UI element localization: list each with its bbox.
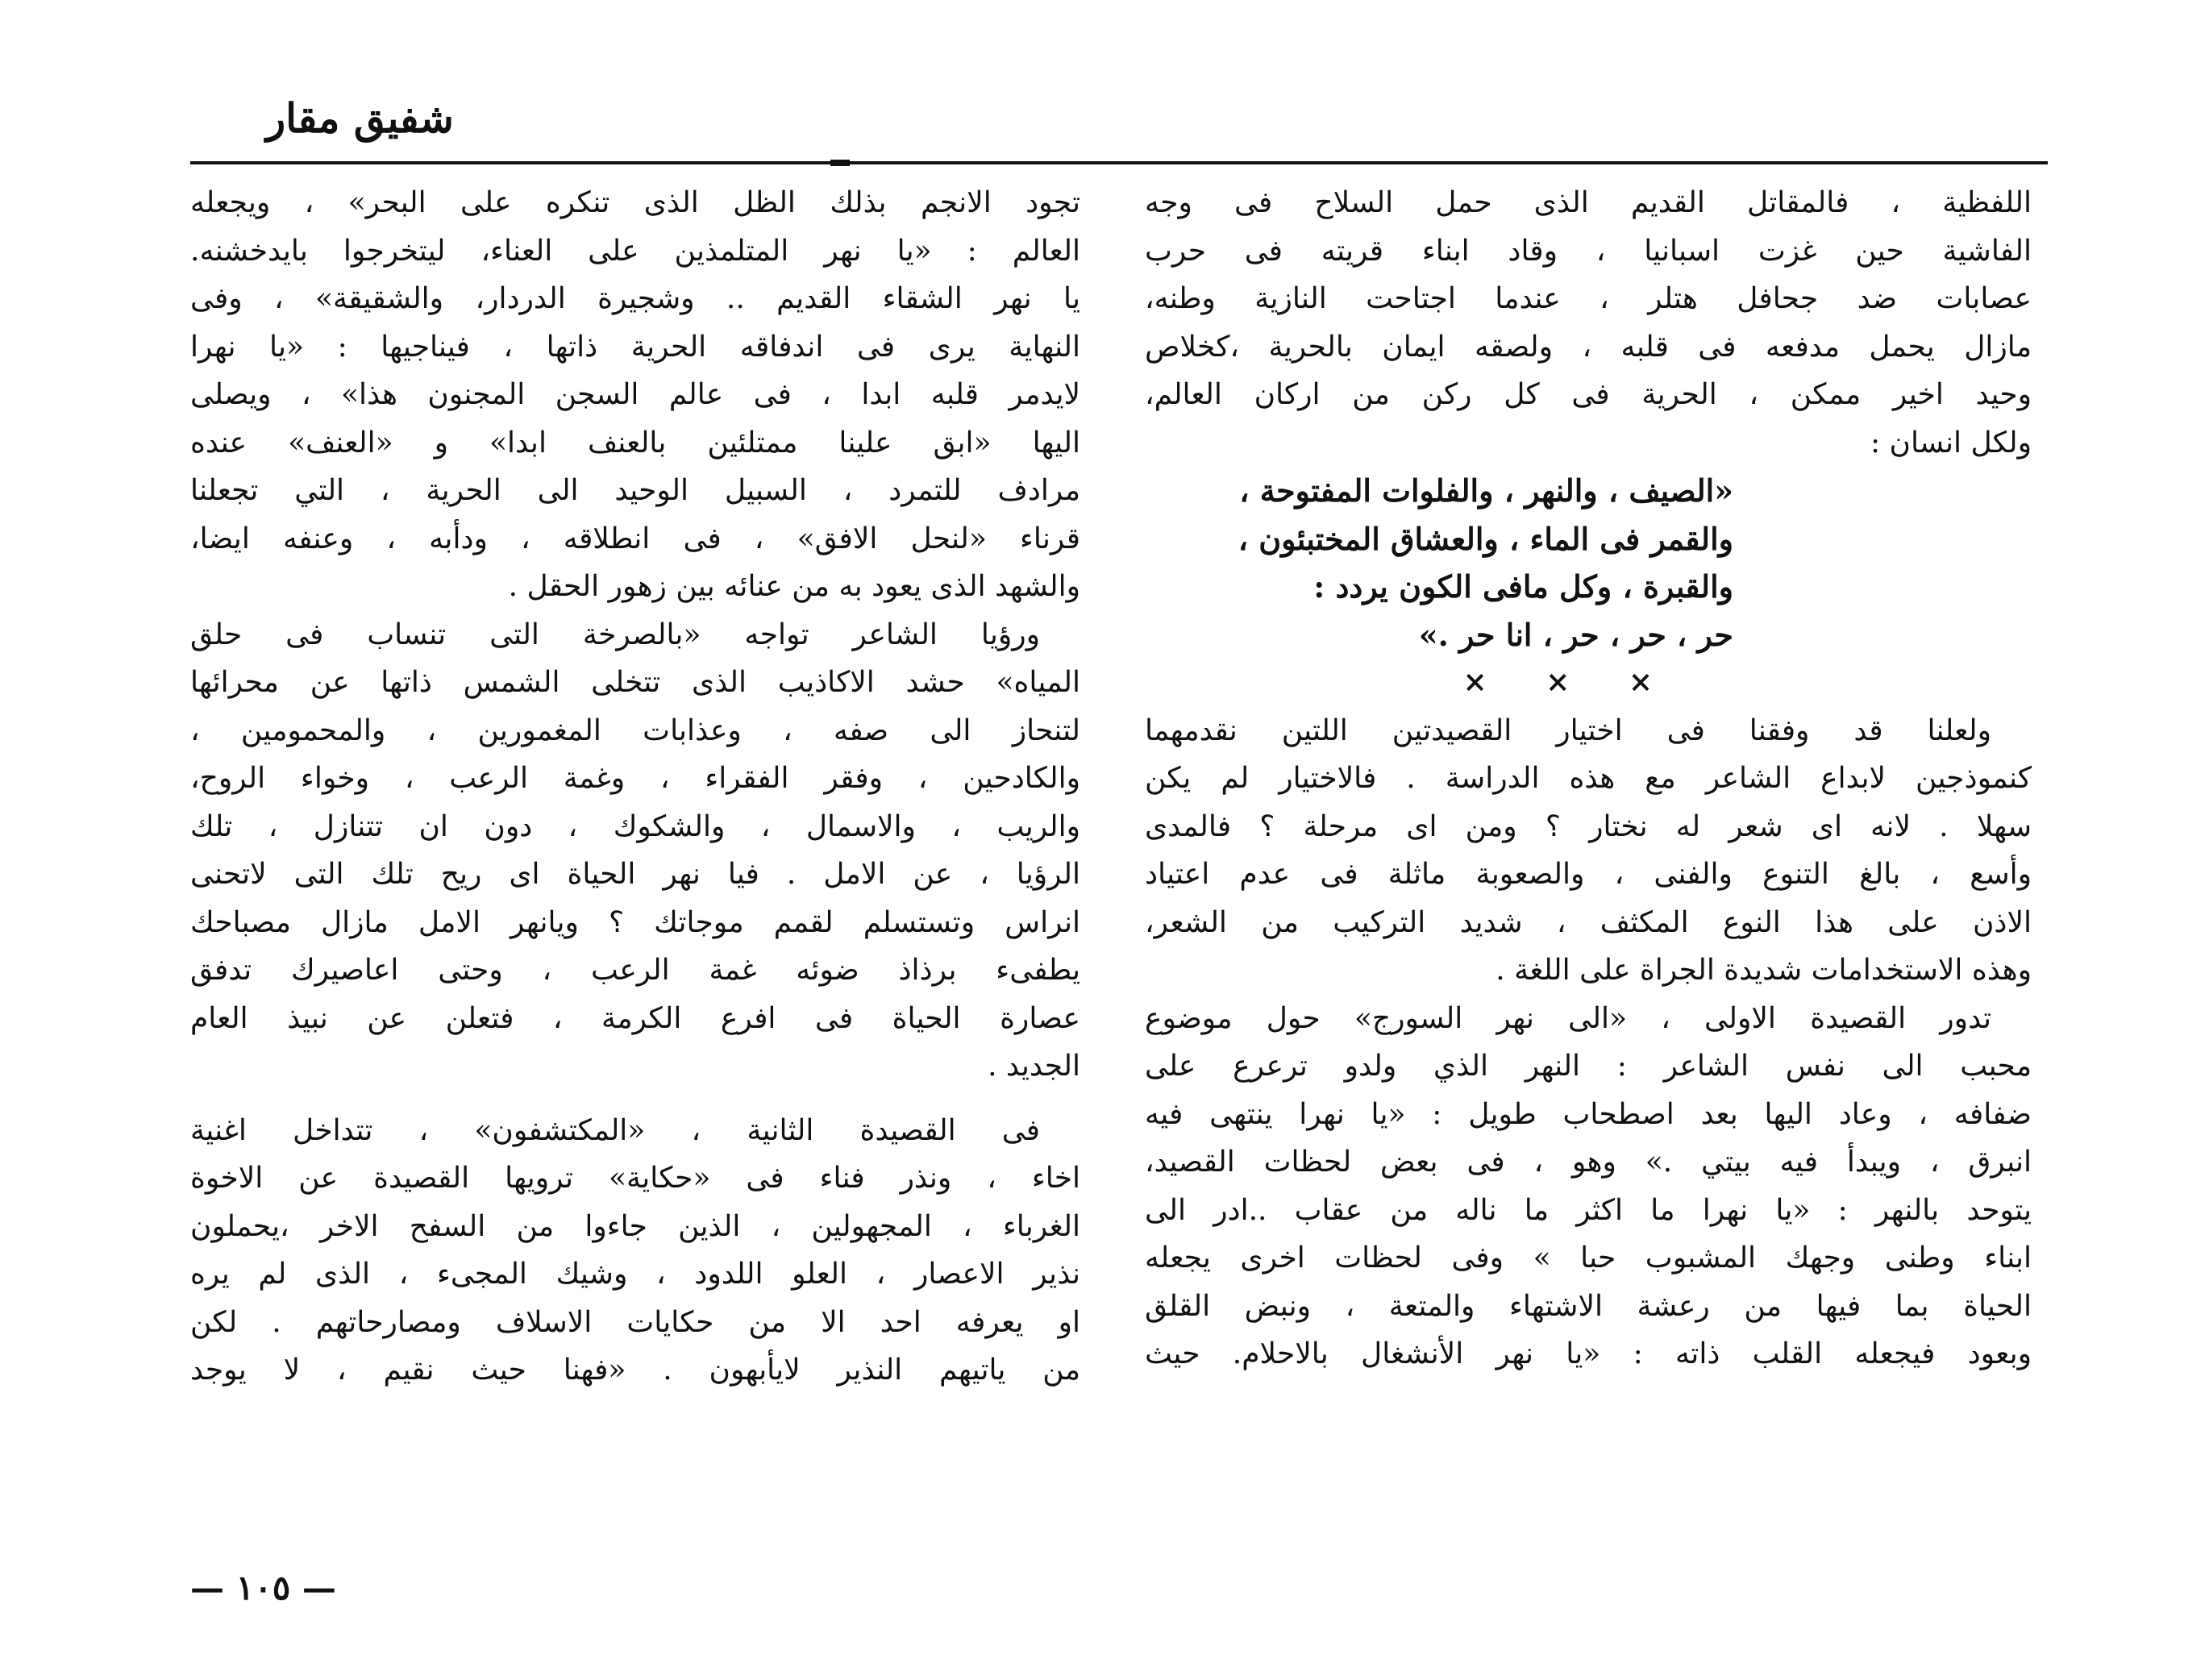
poem-line: والقمر فى الماء ، والعشاق المختبئون ،: [1238, 520, 1733, 557]
text-line: الرؤيا ، عن الامل . فيا نهر الحياة اى ريح تلك التى لاتحنى: [190, 858, 1080, 891]
text-line: ولكل انسان :: [1870, 426, 2032, 460]
text-line: الغرباء ، المجهولين ، الذين جاءوا من السفح الاخر ،يحملون: [190, 1209, 1080, 1243]
text-line: مرادف للتمرد ، السبيل الوحيد الى الحرية ، التي تجعلنا: [190, 474, 1080, 507]
section-separator: × × ×: [1462, 665, 1677, 699]
header-rule-left: [190, 161, 835, 164]
right-text-column: [1145, 179, 2032, 1501]
text-line: محبب الى نفس الشاعر : النهر الذي ولدو ترعرع على: [1145, 1050, 2032, 1083]
text-line: من ياتيهم النذير لايأبهون . «فهنا حيث نقيم ، لا يوجد: [190, 1354, 1080, 1387]
header-rule-right: [838, 161, 2048, 164]
text-line: عصابات ضد جحافل هتلر ، عندما اجتاحت النازية وطنه،: [1145, 282, 2032, 315]
text-line: اخاء ، ونذر فناء فى «حكاية» ترويها القصيدة عن الاخوة: [190, 1162, 1080, 1195]
text-line: وبعود فيجعله القلب ذاته : «يا نهر الأنشغال بالاحلام. حيث: [1145, 1337, 2032, 1370]
text-line: يا نهر الشقاء القديم .. وشجيرة الدردار، والشقيقة» ، وفى: [190, 282, 1080, 315]
text-line: اللفظية ، فالمقاتل القديم الذى حمل السلاح فى وجه: [1145, 186, 2032, 219]
text-line: المياه» حشد الاكاذيب الذى تتخلى الشمس ذاتها عن محرائها: [190, 666, 1080, 699]
text-line: ابناء وطنى وجهك المشبوب حبا » وفى لحظات اخرى يجعله: [1145, 1241, 2032, 1275]
text-line: وحيد اخير ممكن ، الحرية فى كل ركن من اركان العالم،: [1145, 378, 2032, 411]
text-line: الفاشية حين غزت اسبانيا ، وقاد ابناء قريته فى حرب: [1145, 234, 2032, 268]
text-line: والريب ، والاسمال ، والشكوك ، دون ان تتنازل ، تلك: [190, 809, 1080, 843]
text-line: قرناء «لنحل الافق» ، فى انطلاقه ، ودأبه ، وعنفه ايضا،: [190, 522, 1080, 555]
text-line: والكادحين ، وفقر الفقراء ، وغمة الرعب ، وخواء الروح،: [190, 762, 1080, 795]
text-line: العالم : «يا نهر المتلمذين على العناء، ليتخرجوا بايدخشنه.: [190, 234, 1080, 268]
text-line: انبرق ، ويبدأ فيه بيتي .» وهو ، فى بعض لحظات القصيد،: [1145, 1146, 2032, 1179]
text-line: يطفىء برذاذ ضوئه غمة الرعب ، وحتى اعاصيرك تدفق: [190, 954, 1080, 987]
poem-line: «الصيف ، والنهر ، والفلوات المفتوحة ،: [1239, 472, 1733, 509]
text-line: سهلا . لانه اى شعر له نختار ؟ ومن اى مرحلة ؟ فالمدى: [1145, 809, 2032, 843]
text-line: ولعلنا قد وفقنا فى اختيار القصيدتين اللتين نقدمهما: [1145, 713, 1991, 747]
text-line: تجود الانجم بذلك الظل الذى تنكره على البحر» ، ويجعله: [190, 186, 1080, 219]
text-line: يتوحد بالنهر : «يا نهرا ما اكثر ما ناله من عقاب ..ادر الى: [1145, 1193, 2032, 1227]
text-line: الجديد .: [988, 1050, 1080, 1083]
text-line: لتنحاز الى صفه ، وعذابات المغمورين ، والمحمومين ،: [190, 713, 1080, 747]
text-line: انراس وتستسلم لقمم موجاتك ؟ ويانهر الامل مازال مصباحك: [190, 905, 1080, 939]
poem-line: والقبرة ، وكل مافى الكون يردد :: [1313, 568, 1733, 605]
text-line: الاذن على هذا النوع المكثف ، شديد التركيب من الشعر،: [1145, 905, 2032, 939]
paragraph-gap: [190, 1091, 1080, 1107]
text-line: فى القصيدة الثانية ، «المكتشفون» ، تتداخل اغنية: [190, 1113, 1040, 1147]
text-line: الحياة بما فيها من رعشة الاشتهاء والمتعة ، ونبض القلق: [1145, 1289, 2032, 1323]
text-line: وأسع ، بالغ التنوع والفنى ، والصعوبة ماثلة فى عدم اعتياد: [1145, 858, 2032, 891]
page-number: — ١٠٥ —: [190, 1568, 336, 1607]
text-line: ضفافه ، وعاد اليها بعد اصطحاب طويل : «يا نهرا ينتهى فيه: [1145, 1097, 2032, 1131]
text-line: كنموذجين لابداع الشاعر مع هذه الدراسة . فالاختيار لم يكن: [1145, 762, 2032, 795]
text-line: اليها «ابق علينا ممتلئين بالعنف ابدا» و «العنف» عنده: [190, 426, 1080, 460]
text-line: ورؤيا الشاعر تواجه «بالصرخة التى تنساب فى حلق: [190, 618, 1040, 651]
text-line: وهذه الاستخدامات شديدة الجراة على اللغة .: [1496, 954, 2032, 987]
text-line: والشهد الذى يعود به من عنائه بين زهور الحقل .: [508, 570, 1080, 603]
text-line: عصارة الحياة فى افرع الكرمة ، فتعلن عن نبيذ العام: [190, 1001, 1080, 1035]
poem-line: حر ، حر ، حر ، انا حر .»: [1418, 616, 1733, 653]
text-line: او يعرفه احد الا من حكايات الاسلاف ومصارحاتهم . لكن: [190, 1305, 1080, 1339]
text-line: مازال يحمل مدفعه فى قلبه ، ولصقه ايمان بالحرية ،كخلاص: [1145, 330, 2032, 364]
left-text-column: [190, 179, 1080, 1501]
text-line: لايدمر قلبه ابدا ، فى عالم السجن المجنون هذا» ، ويصلى: [190, 378, 1080, 411]
text-line: تدور القصيدة الاولى ، «الى نهر السورج» حول موضوع: [1145, 1001, 1991, 1035]
running-header-author: شفيق مقار: [266, 94, 454, 142]
text-line: نذير الاعصار ، العلو اللدود ، وشيك المجىء ، الذى لم يره: [190, 1258, 1080, 1291]
text-line: النهاية يرى فى اندفاقه الحرية ذاتها ، فيناجيها : «يا نهرا: [190, 330, 1080, 364]
